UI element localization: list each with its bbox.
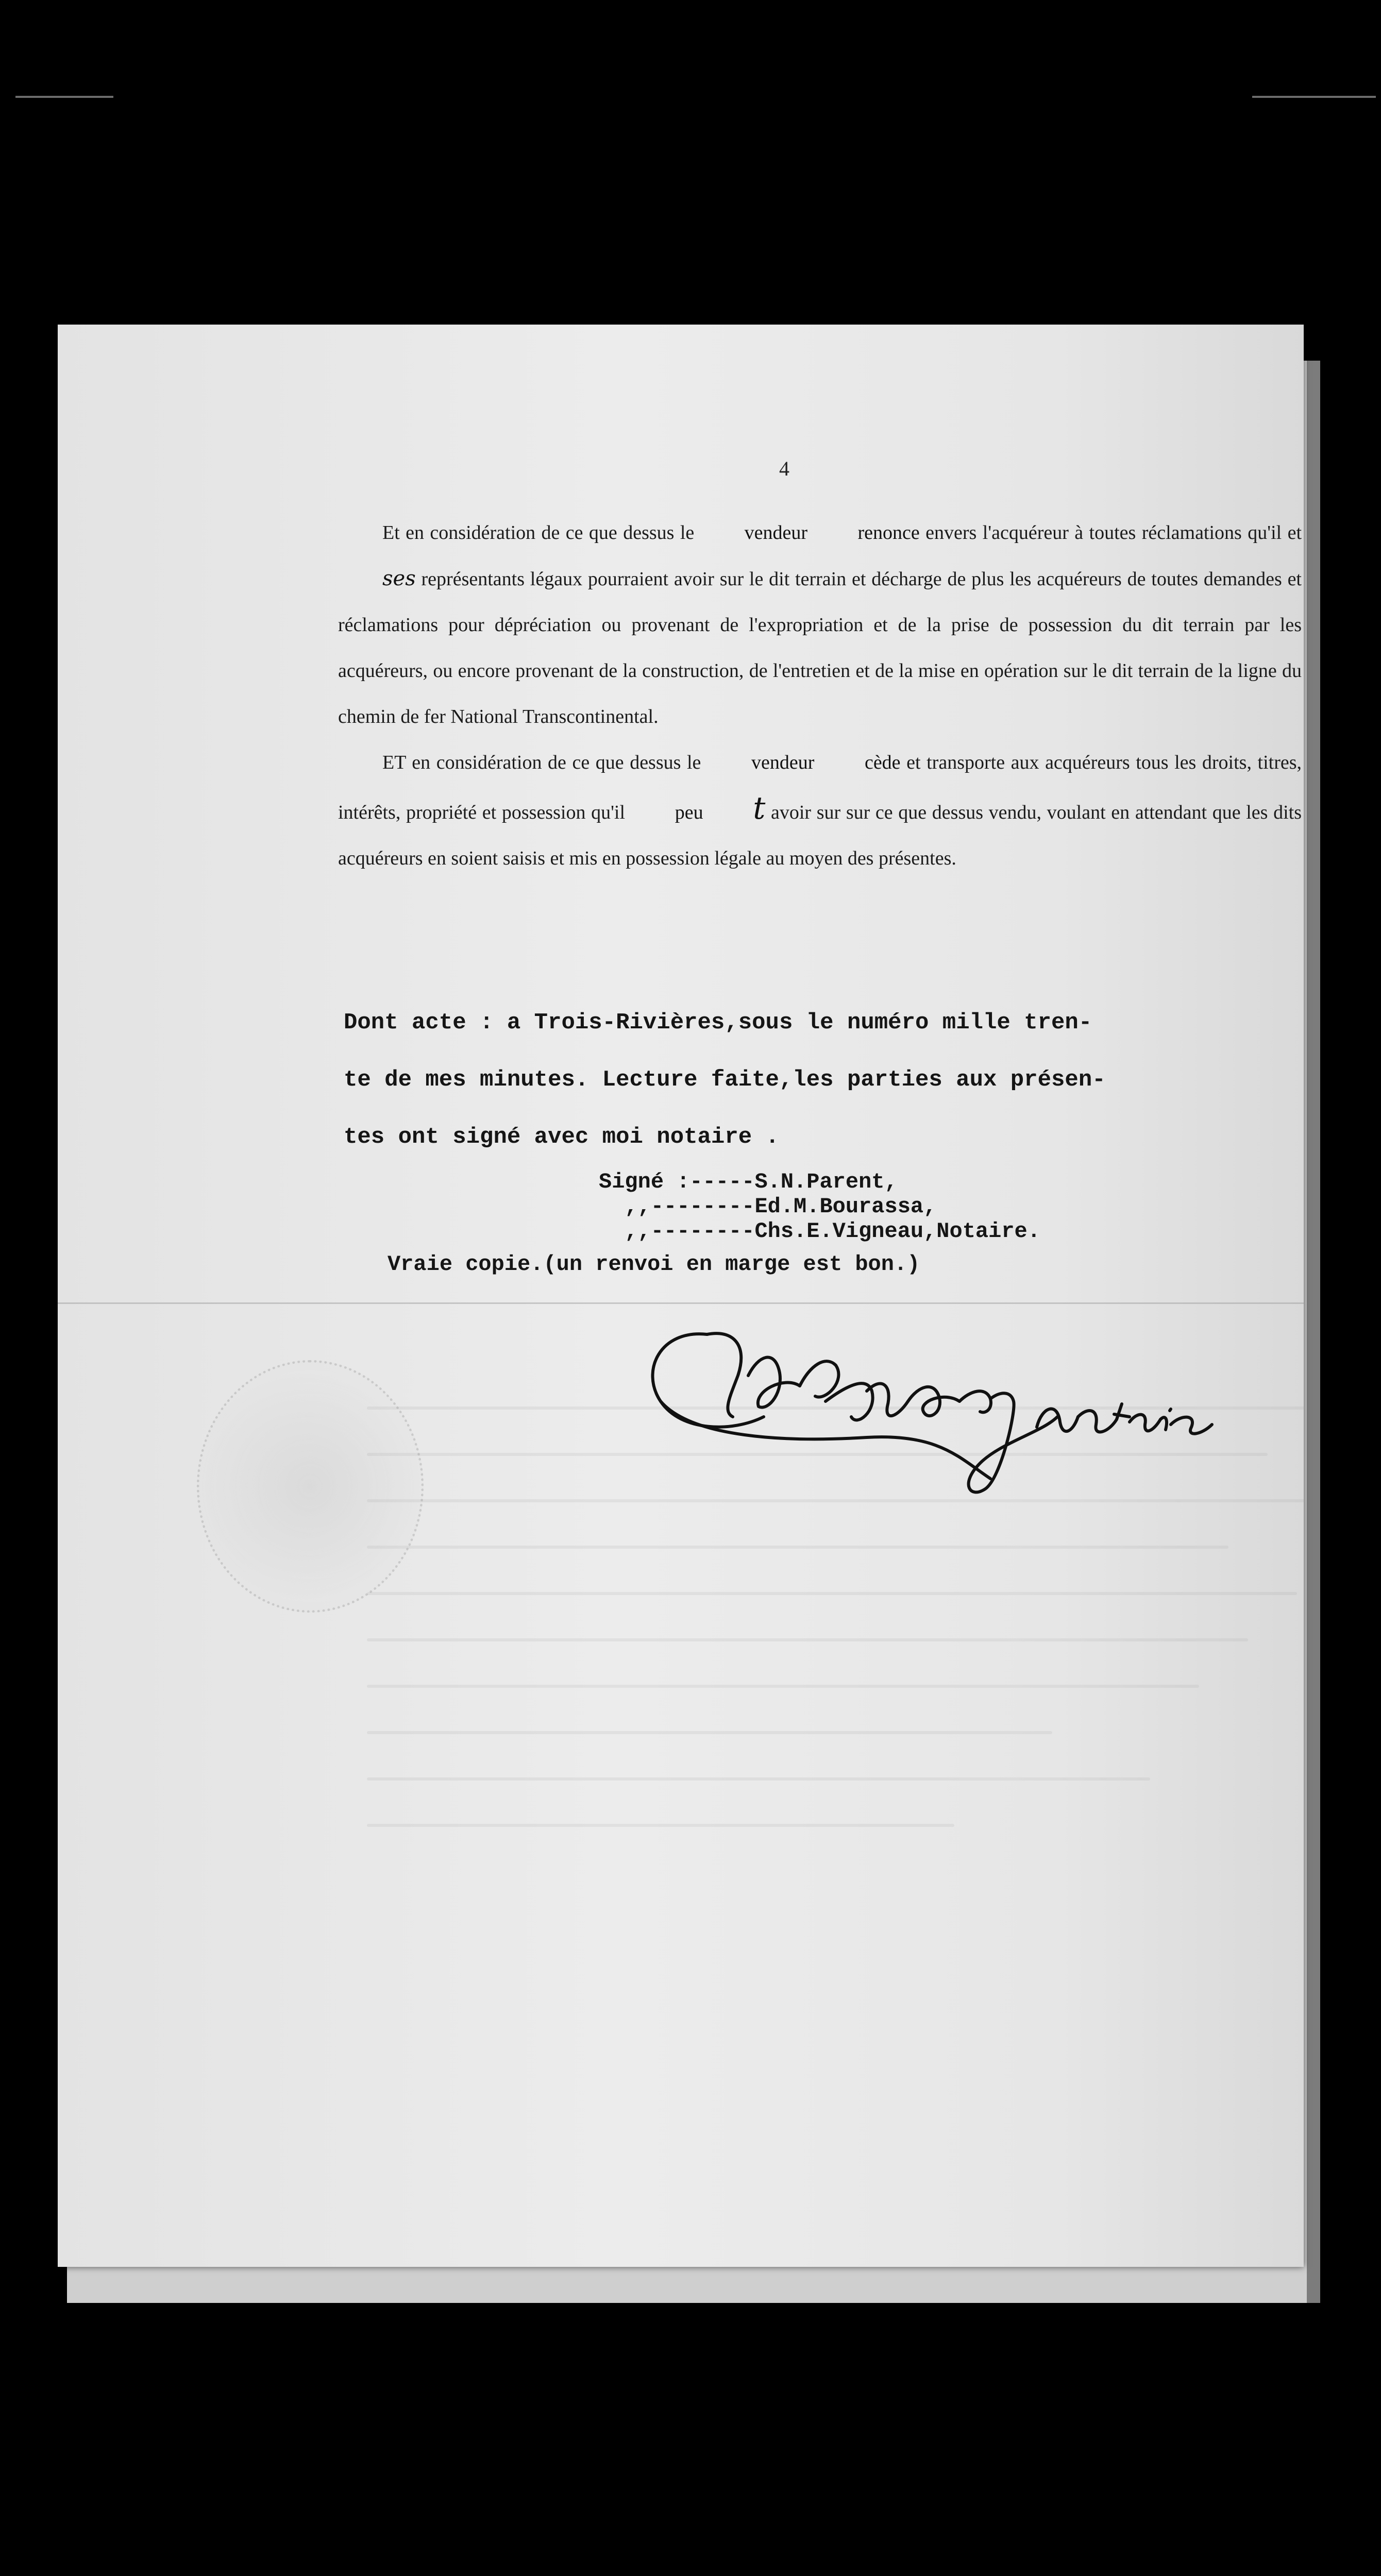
typed-line: te de mes minutes. Lecture faite,les parties aux présen- <box>344 1067 1106 1093</box>
document-page <box>58 325 1304 2267</box>
signature-line: ,,--------Ed.M.Bourassa, <box>599 1194 937 1219</box>
text-run: Et en considération de ce que dessus le <box>382 522 700 544</box>
filled-blank: renonce <box>857 522 920 544</box>
text-run <box>814 752 820 773</box>
film-mark-right <box>1252 96 1376 98</box>
text-run: et transporte aux acquéreurs tous les droits, titres, intérêts, propriété et possession qu'il <box>338 752 1302 823</box>
text-run: avoir sur sur ce que dessus vendu, voulant en attendant que les dits acquéreurs en soient saisis et mis en possession légale au moyen des présentes. <box>338 802 1302 869</box>
signature-line: Signé :-----S.N.Parent, <box>599 1170 898 1194</box>
typewritten-closing <box>344 994 1304 1166</box>
printed-body <box>338 510 1302 882</box>
text-run: représentants légaux pourraient avoir sur le dit terrain et décharge de plus les acquéreurs de toutes demandes et réclamations pour dépréciation ou provenant de l'expropriation et de la prise de possession du dit terrain par les acquéreurs, ou encore provenant de la construction, de l'entretien et de la mise en opération sur le dit terrain de la ligne du chemin de fer National Transcontinental. <box>338 568 1302 727</box>
handwritten-word: ses <box>382 567 416 590</box>
signature-line: ,,--------Chs.E.Vigneau,Notaire. <box>599 1219 1040 1244</box>
filled-blank: cède <box>864 752 901 773</box>
typed-line: Dont acte : a Trois-Rivières,sous le numéro mille tren- <box>344 1010 1092 1036</box>
sheet-edge <box>1307 361 1320 2303</box>
text-run: ET en considération de ce que dessus le <box>382 752 707 773</box>
filled-blank: peu <box>675 802 703 823</box>
filled-blank: vendeur <box>744 522 808 544</box>
text-run <box>807 522 813 544</box>
signature-list <box>599 1170 1040 1244</box>
text-run: envers l'acquéreur à toutes réclamations qu'il et <box>919 522 1302 544</box>
paragraph-transfer <box>338 740 1302 882</box>
fold-line <box>58 1302 1304 1304</box>
page-number: 4 <box>779 457 789 480</box>
true-copy-note: Vraie copie.(un renvoi en marge est bon.) <box>388 1252 920 1277</box>
typed-line: tes ont signé avec moi notaire . <box>344 1124 779 1150</box>
filled-blank: vendeur <box>751 752 815 773</box>
text-run <box>703 802 709 823</box>
notary-signature-icon <box>630 1314 1222 1499</box>
film-mark-left <box>15 96 113 98</box>
handwritten-letter: t <box>753 790 766 826</box>
paragraph-renunciation <box>338 510 1302 740</box>
